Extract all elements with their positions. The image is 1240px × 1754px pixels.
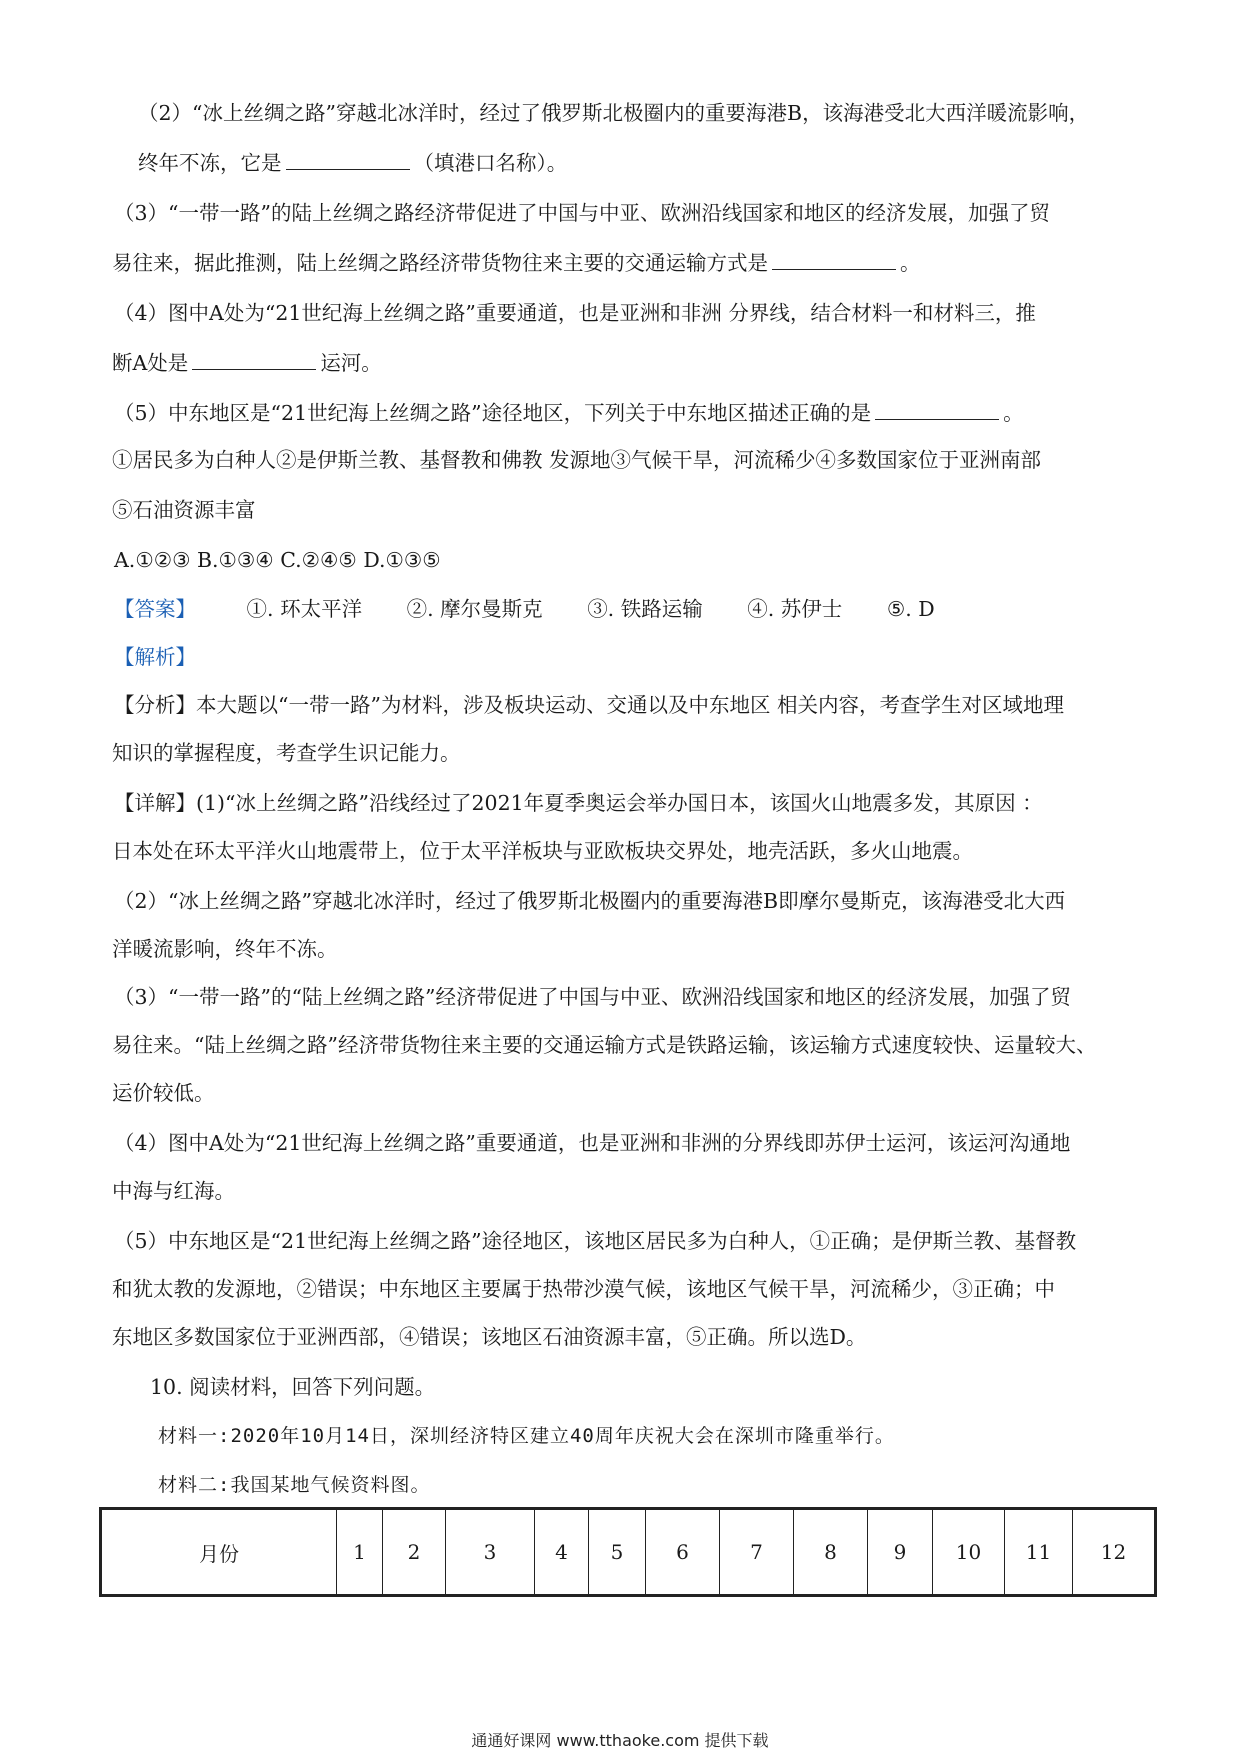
material-2: 材料二:我国某地气候资料图。 [158,1474,431,1496]
table-cell: 3 [446,1509,535,1596]
q5-options: A.①②③ B.①③④ C.②④⑤ D.①③⑤ [114,548,441,572]
table-cell: 8 [794,1509,868,1596]
table-row [101,1509,1156,1596]
table-cell: 5 [589,1509,646,1596]
table-cell: 1 [337,1509,383,1596]
answer-item: ⑤. D [886,597,935,621]
analysis-line-2: 知识的掌握程度，考查学生识记能力。 [112,741,461,765]
detail-3-line-1: （3）“一带一路”的“陆上丝绸之路”经济带促进了中国与中亚、欧洲沿线国家和地区的经济发展，加强了贸 [114,985,1071,1009]
detail-4-line-1: （4）图中A处为“21世纪海上丝绸之路”重要通道，也是亚洲和非洲的分界线即苏伊士运河，该运河沟通地 [114,1131,1071,1155]
q2-line-1: （2）“冰上丝绸之路”穿越北冰洋时，经过了俄罗斯北极圈内的重要海港B，该海港受北大西洋暖流影响， [138,101,1090,125]
answer-item: ②. 摩尔曼斯克 [406,597,543,621]
answer-item: ③. 铁路运输 [587,597,703,621]
q3-line-1: （3）“一带一路”的陆上丝绸之路经济带促进了中国与中亚、欧洲沿线国家和地区的经济发展，加强了贸 [114,201,1051,225]
table-cell: 9 [868,1509,933,1596]
q5-line-1: （5）中东地区是“21世纪海上丝绸之路”途径地区，下列关于中东地区描述正确的是 。 [114,401,1024,425]
detail-3-line-2: 易往来。“陆上丝绸之路”经济带货物往来主要的交通运输方式是铁路运输，该运输方式速度较快、运量较大、 [112,1033,1097,1057]
q3-line-2: 易往来，据此推测，陆上丝绸之路经济带货物往来主要的交通运输方式是 。 [112,251,921,275]
table-cell: 6 [646,1509,720,1596]
answer-label: 【答案】 [114,597,196,621]
answer-blank [772,251,896,270]
detail-2-line-1: （2）“冰上丝绸之路”穿越北冰洋时，经过了俄罗斯北极圈内的重要海港B即摩尔曼斯克，该海港受北大西 [114,889,1066,913]
detail-3-line-3: 运价较低。 [112,1081,215,1105]
q4-line-2: 断A处是 运河。 [112,351,382,375]
detail-1-line-2: 日本处在环太平洋火山地震带上，位于太平洋板块与亚欧板块交界处，地壳活跃，多火山地震。 [112,839,973,863]
q4-line-1: （4）图中A处为“21世纪海上丝绸之路”重要通道，也是亚洲和非洲 分界线，结合材料一和材料三，推 [114,301,1036,325]
table-cell: 7 [720,1509,794,1596]
answer-blank [875,401,999,420]
detail-5-line-3: 东地区多数国家位于亚洲西部，④错误；该地区石油资源丰富，⑤正确。所以选D。 [112,1325,867,1349]
answer-item: ①. 环太平洋 [246,597,363,621]
detail-1-line-1: 【详解】(1)“冰上丝绸之路”沿线经过了2021年夏季奥运会举办国日本，该国火山地震多发，其原因 ： [114,791,1043,815]
table-cell: 4 [535,1509,589,1596]
analysis-line-1: 【分析】本大题以“一带一路”为材料，涉及板块运动、交通以及中东地区 相关内容，考查学生对区域地理 [114,693,1064,717]
table-header-month: 月份 [101,1509,337,1596]
table-cell: 2 [383,1509,446,1596]
detail-5-line-1: （5）中东地区是“21世纪海上丝绸之路”途径地区，该地区居民多为白种人，①正确；是伊斯兰教、基督教 [114,1229,1077,1253]
analysis-label: 【解析】 [114,645,196,669]
q5-line-3: ⑤石油资源丰富 [112,498,256,522]
page-footer: 通通好课网 www.tthaoke.com 提供下载 [471,1731,769,1750]
q5-line-2: ①居民多为白种人②是伊斯兰教、基督教和佛教 发源地③气候干旱，河流稀少④多数国家位于亚洲南部 [112,448,1042,472]
table-cell: 12 [1073,1509,1156,1596]
detail-5-line-2: 和犹太教的发源地，②错误；中东地区主要属于热带沙漠气候，该地区气候干旱，河流稀少，③正确；中 [112,1277,1055,1301]
question-10-title: 10. 阅读材料，回答下列问题。 [150,1375,436,1399]
q2-line-2: 终年不冻，它是 （填港口名称）。 [138,151,568,175]
climate-table [99,1507,1157,1597]
table-cell: 10 [933,1509,1005,1596]
detail-2-line-2: 洋暖流影响，终年不冻。 [112,937,338,961]
answer-blank [286,151,410,170]
answer-line [114,594,1240,624]
answer-item: ④. 苏伊士 [747,597,843,621]
table-cell: 11 [1005,1509,1073,1596]
answer-blank [192,351,316,370]
material-1: 材料一:2020年10月14日，深圳经济特区建立40周年庆祝大会在深圳市隆重举行。 [158,1425,895,1447]
detail-4-line-2: 中海与红海。 [112,1179,235,1203]
